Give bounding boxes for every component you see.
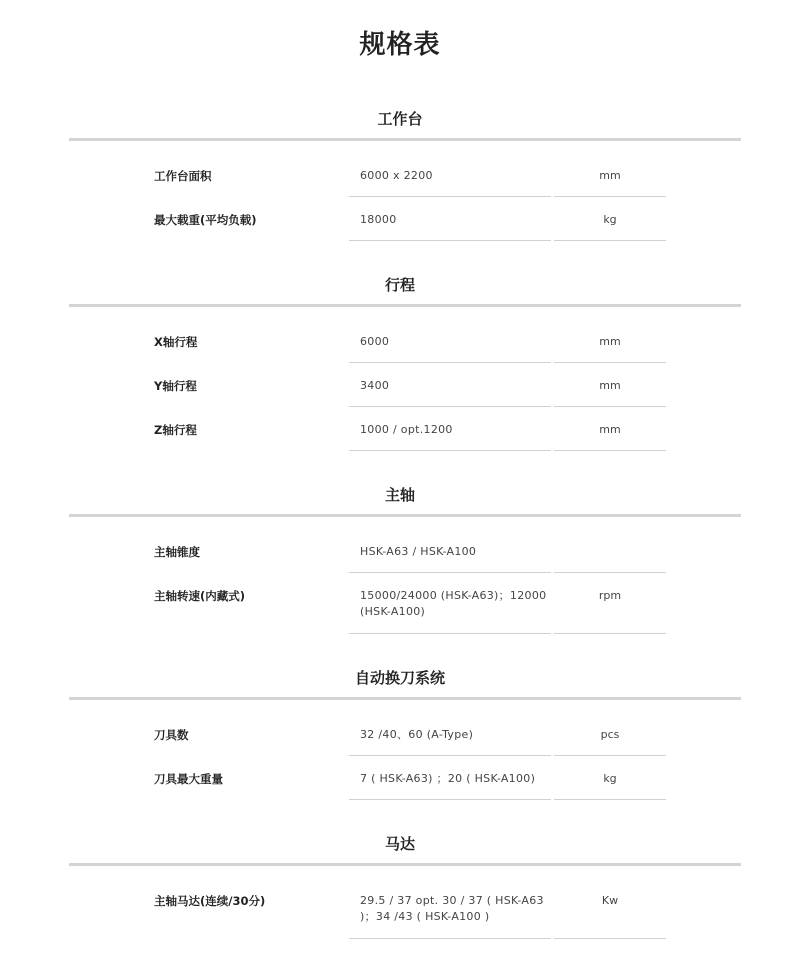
- section-title: 主轴: [384, 486, 415, 504]
- row-divider: [554, 633, 666, 634]
- spec-value: 3400: [360, 379, 390, 392]
- row-divider: [554, 196, 666, 197]
- spec-value: 6000: [360, 335, 390, 348]
- spec-unit: rpm: [598, 589, 622, 602]
- section-divider: [69, 138, 741, 141]
- spec-label: 主轴转速(内藏式): [154, 589, 246, 603]
- spec-value: HSK-A63 / HSK-A100: [360, 545, 477, 558]
- spec-unit: mm: [599, 379, 621, 392]
- row-divider: [349, 938, 551, 939]
- section-divider: [69, 514, 741, 517]
- spec-unit: kg: [603, 772, 617, 785]
- spec-value: 1000 / opt.1200: [360, 423, 453, 436]
- section-spindle: [0, 480, 800, 510]
- section-divider: [69, 697, 741, 700]
- section-motor: [0, 829, 800, 859]
- spec-label: 主轴锥度: [154, 545, 200, 559]
- spec-unit: mm: [599, 423, 621, 436]
- spec-label: X轴行程: [154, 335, 198, 349]
- spec-value: 7 ( HSK-A63) ；20 ( HSK-A100): [360, 772, 536, 785]
- row-divider: [554, 450, 666, 451]
- spec-label: Y轴行程: [154, 379, 197, 393]
- spec-unit: Kw: [601, 894, 619, 907]
- section-title: 自动换刀系统: [354, 669, 445, 687]
- spec-label: 主轴马达(连续/30分): [154, 894, 266, 908]
- spec-value: 6000 x 2200: [360, 169, 433, 182]
- spec-value: 32 /40、60 (A-Type): [360, 728, 474, 741]
- row-divider: [349, 240, 551, 241]
- row-divider: [554, 406, 666, 407]
- row-divider: [554, 362, 666, 363]
- spec-value: 15000/24000 (HSK-A63)；12000 (HSK-A100): [360, 589, 547, 618]
- row-divider: [349, 633, 551, 634]
- section-atc: [0, 663, 800, 693]
- section-worktable: [0, 104, 800, 134]
- row-divider: [349, 572, 551, 573]
- section-title: 工作台: [377, 110, 423, 128]
- spec-label: 最大载重(平均负载): [154, 213, 257, 227]
- spec-unit: pcs: [600, 728, 620, 741]
- spec-value: 29.5 / 37 opt. 30 / 37 ( HSK-A63 )；34 /43 ( HSK-A100 ): [360, 894, 544, 923]
- row-divider: [554, 572, 666, 573]
- page-title: 规格表: [359, 30, 441, 60]
- row-divider: [349, 196, 551, 197]
- spec-label: 工作台面积: [154, 169, 212, 183]
- row-divider: [349, 406, 551, 407]
- row-divider: [349, 450, 551, 451]
- spec-unit: kg: [603, 213, 617, 226]
- row-divider: [554, 938, 666, 939]
- section-divider: [69, 304, 741, 307]
- spec-unit: mm: [599, 169, 621, 182]
- row-divider: [554, 755, 666, 756]
- spec-unit: mm: [599, 335, 621, 348]
- row-divider: [554, 240, 666, 241]
- section-travel: [0, 270, 800, 300]
- section-title: 马达: [384, 835, 415, 853]
- spec-label: Z轴行程: [154, 423, 197, 437]
- spec-label: 刀具数: [154, 728, 189, 742]
- row-divider: [349, 362, 551, 363]
- spec-value: 18000: [360, 213, 397, 226]
- row-divider: [349, 799, 551, 800]
- row-divider: [349, 755, 551, 756]
- section-divider: [69, 863, 741, 866]
- row-divider: [554, 799, 666, 800]
- section-title: 行程: [384, 276, 415, 294]
- spec-label: 刀具最大重量: [154, 772, 223, 786]
